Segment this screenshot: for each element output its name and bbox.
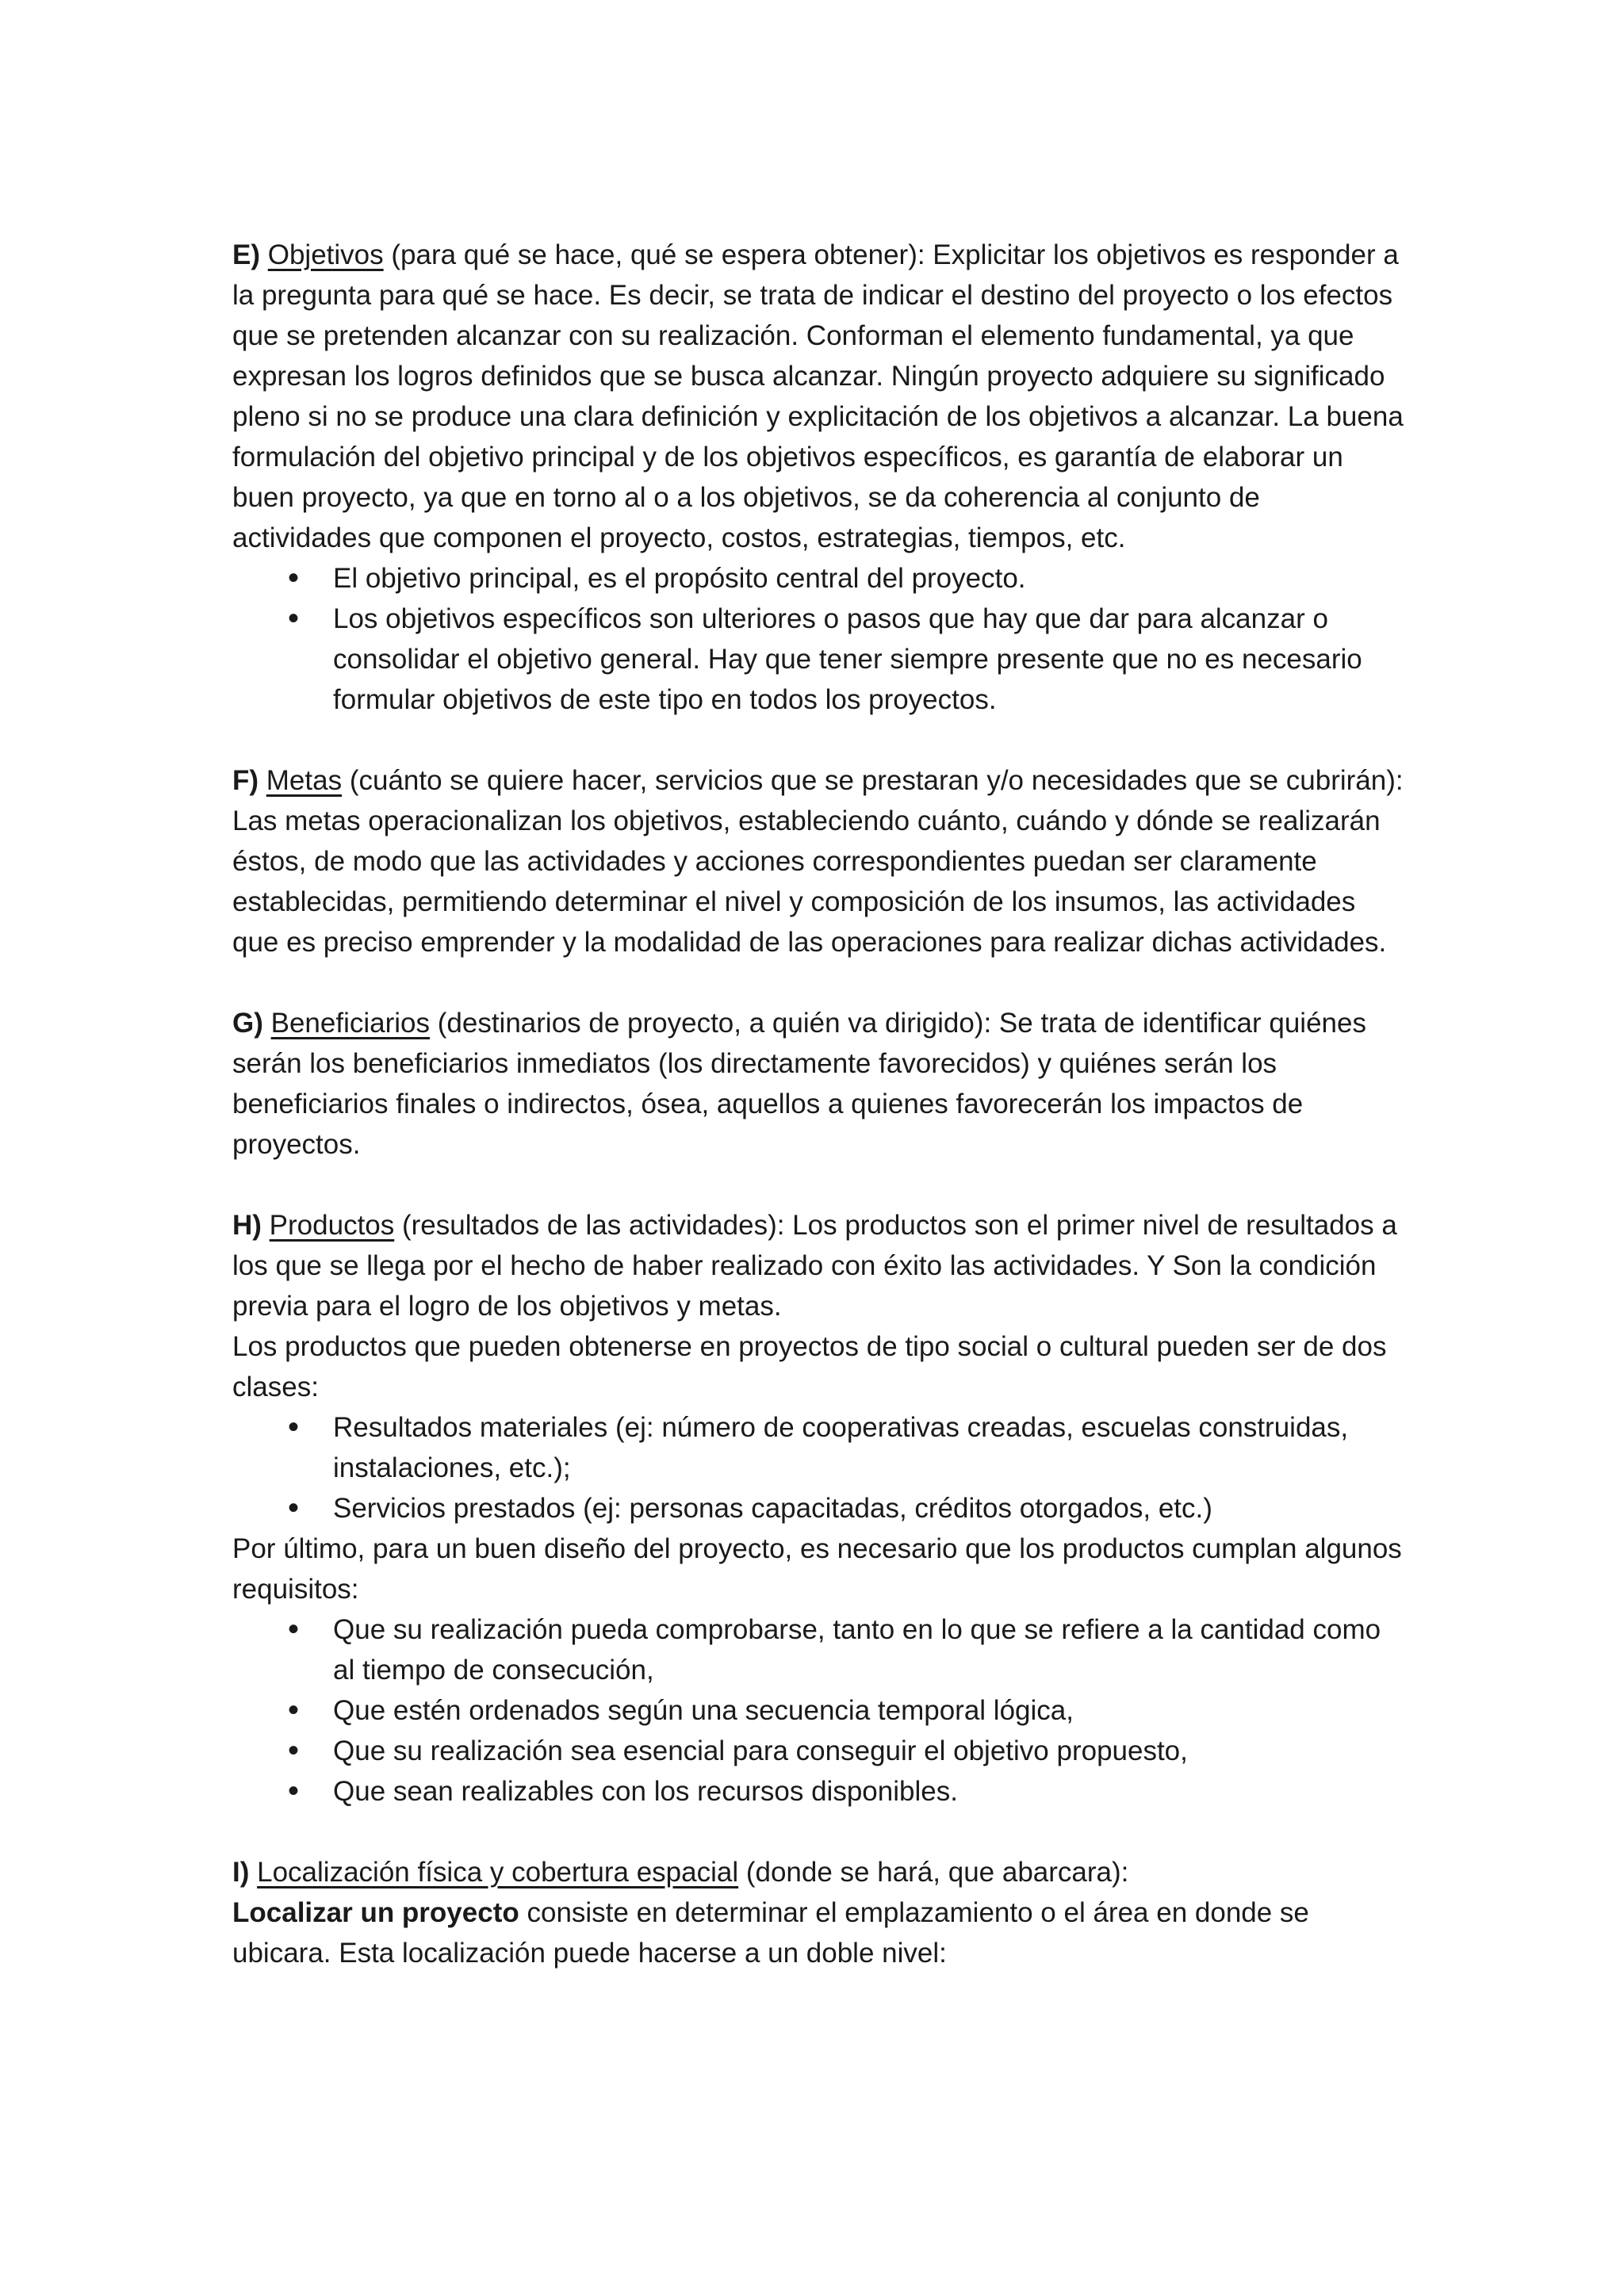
bold-lead: Localizar un proyecto xyxy=(232,1897,519,1928)
section-letter: F) xyxy=(232,765,259,796)
paragraph xyxy=(232,1892,1406,1973)
section-title: Localización física y cobertura espacial xyxy=(257,1857,739,1888)
list-item: • El objetivo principal, es el propósito central del proyecto. xyxy=(232,558,1406,599)
list-item: • Los objetivos específicos son ulteriores o pasos que hay que dar para alcanzar o consolidar el objetivo general. Hay que tener siempre presente que no es necesario formular objetivos de este tipo en todos los proyectos. xyxy=(232,599,1406,720)
section-paragraph xyxy=(232,235,1406,558)
section-paragraph xyxy=(232,1205,1406,1326)
document-page xyxy=(232,235,1406,1973)
bullet-list xyxy=(232,1609,1406,1812)
list-item: • Que su realización pueda comprobarse, tanto en lo que se refiere a la cantidad como al tiempo de consecución, xyxy=(232,1609,1406,1690)
section-title: Beneficiarios xyxy=(270,1008,431,1039)
section-paragraph xyxy=(232,760,1406,962)
section-text: (resultados de las actividades): Los productos son el primer nivel de resultados a los que se llega por el hecho de haber realizado con éxito las actividades. Y Son la condición previa para el logro de los objetivos y metas. xyxy=(232,1210,1397,1322)
paragraph: Los productos que pueden obtenerse en proyectos de tipo social o cultural pueden ser de dos clases: xyxy=(232,1331,1387,1402)
section-letter: E) xyxy=(232,239,260,270)
list-item: • Resultados materiales (ej: número de cooperativas creadas, escuelas construidas, instalaciones, etc.); xyxy=(232,1407,1406,1488)
list-item: • Servicios prestados (ej: personas capacitadas, créditos otorgados, etc.) xyxy=(232,1488,1406,1529)
section-text: (destinarios de proyecto, a quién va dirigido): Se trata de identificar quiénes serán los beneficiarios inmediatos (los directamente favorecidos) y quiénes serán los beneficiarios finales o indirectos, ósea, aquellos a quienes favorecerán los impactos de proyectos. xyxy=(232,1008,1366,1160)
paragraph-text: consiste en determinar el emplazamiento o el área en donde se ubicara. Esta localización puede hacerse a un doble nivel: xyxy=(232,1897,1309,1969)
section-paragraph xyxy=(232,1852,1406,1892)
section-title: Objetivos xyxy=(267,239,384,270)
section-title: Metas xyxy=(266,765,343,796)
section-metas xyxy=(232,760,1406,962)
section-text: (cuánto se quiere hacer, servicios que se prestaran y/o necesidades que se cubrirán): Las metas operacionalizan los objetivos, estableciendo cuánto, cuándo y dónde se realizarán éstos, de modo que las actividades y acciones correspondientes puedan ser claramente establecidas, permitiendo determinar el nivel y composición de los insumos, las actividades que es preciso emprender y la modalidad de las operaciones para realizar dichas actividades. xyxy=(232,765,1404,958)
list-item: • Que sean realizables con los recursos disponibles. xyxy=(232,1771,1406,1812)
list-item: • Que estén ordenados según una secuencia temporal lógica, xyxy=(232,1690,1406,1731)
bullet-list xyxy=(232,1407,1406,1529)
list-item: • Que su realización sea esencial para conseguir el objetivo propuesto, xyxy=(232,1731,1406,1771)
section-text: (para qué se hace, qué se espera obtener): Explicitar los objetivos es responder a la pregunta para qué se hace. Es decir, se trata de indicar el destino del proyecto o los efectos que se pretenden alcanzar con su realización. Conforman el elemento fundamental, ya que expresan los logros definidos que se busca alcanzar. Ningún proyecto adquiere su significado pleno si no se produce una clara definición y explicitación de los objetivos a alcanzar. La buena formulación del objetivo principal y de los objetivos específicos, es garantía de elaborar un buen proyecto, ya que en torno al o a los objetivos, se da coherencia al conjunto de actividades que componen el proyecto, costos, estrategias, tiempos, etc. xyxy=(232,239,1404,553)
section-text: (donde se hará, que abarcara): xyxy=(738,1857,1129,1888)
section-localizacion xyxy=(232,1852,1406,1973)
section-paragraph xyxy=(232,1003,1406,1165)
section-objetivos xyxy=(232,235,1406,720)
section-letter: G) xyxy=(232,1008,263,1039)
section-productos xyxy=(232,1205,1406,1812)
bullet-list xyxy=(232,558,1406,720)
section-title: Productos xyxy=(269,1210,395,1241)
paragraph: Por último, para un buen diseño del proyecto, es necesario que los productos cumplan algunos requisitos: xyxy=(232,1533,1402,1605)
section-letter: H) xyxy=(232,1210,262,1241)
section-beneficiarios xyxy=(232,1003,1406,1165)
section-letter: I) xyxy=(232,1857,250,1888)
